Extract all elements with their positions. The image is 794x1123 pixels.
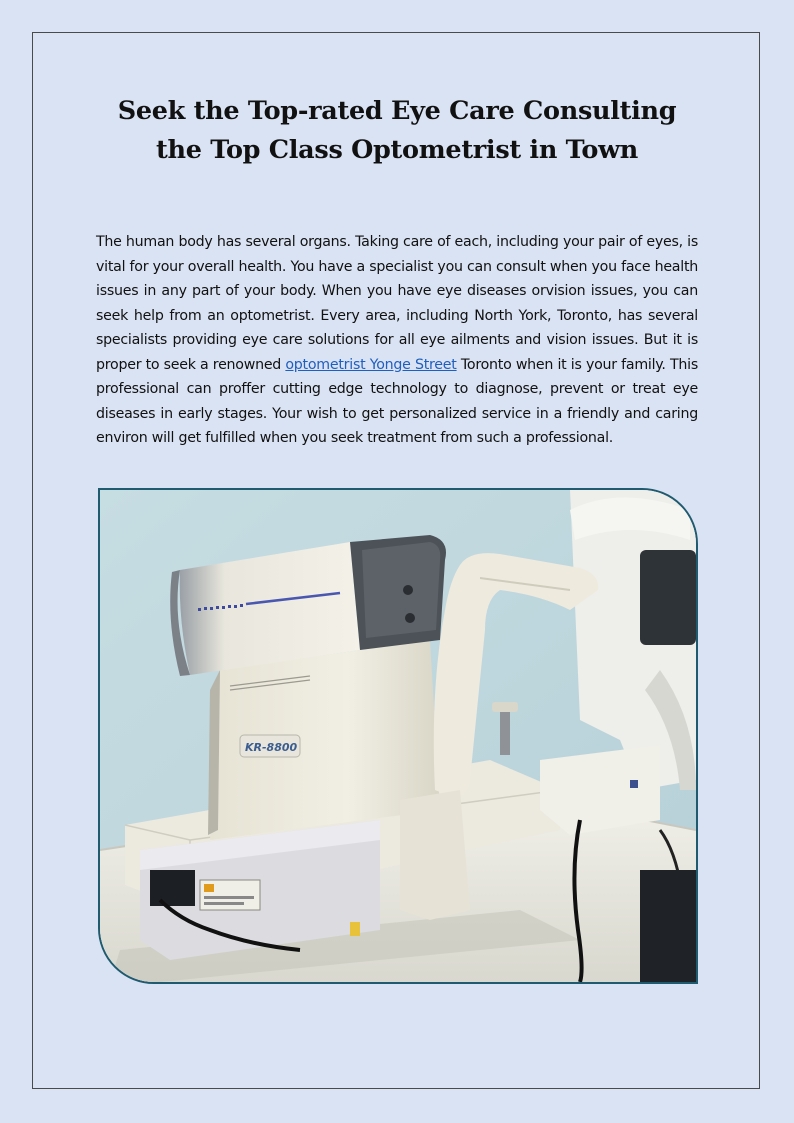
paragraph-text-end: Toronto when it is your family. This professional can proffer cutting edge technology to diagnose, prevent or treat eye diseases in early stages. Your wish to get personalized service in a friendly and caring environ will get fulfilled when you seek treatment from such a professional. xyxy=(96,356,698,446)
model-plate-label: KR-8800 xyxy=(245,741,298,754)
optometrist-link[interactable]: optometrist Yonge Street xyxy=(285,356,457,373)
autorefractor-illustration xyxy=(100,490,696,982)
autorefractor-photo xyxy=(98,488,698,984)
paragraph-text-start: The human body has several organs. Taking care of each, including your pair of eyes, is vital for your overall health. You have a specialist you can consult when you face health issues in any part of your body. When you have eye diseases orvision issues, you can seek help from an optometrist. Every area, including North York, Toronto, has several specialists providing eye care solutions for all eye ailments and vision issues. But it is proper to seek a renowned xyxy=(96,234,698,373)
page-title: Seek the Top-rated Eye Care Consulting the Top Class Optometrist in Town xyxy=(117,96,677,165)
article-paragraph xyxy=(96,230,698,451)
